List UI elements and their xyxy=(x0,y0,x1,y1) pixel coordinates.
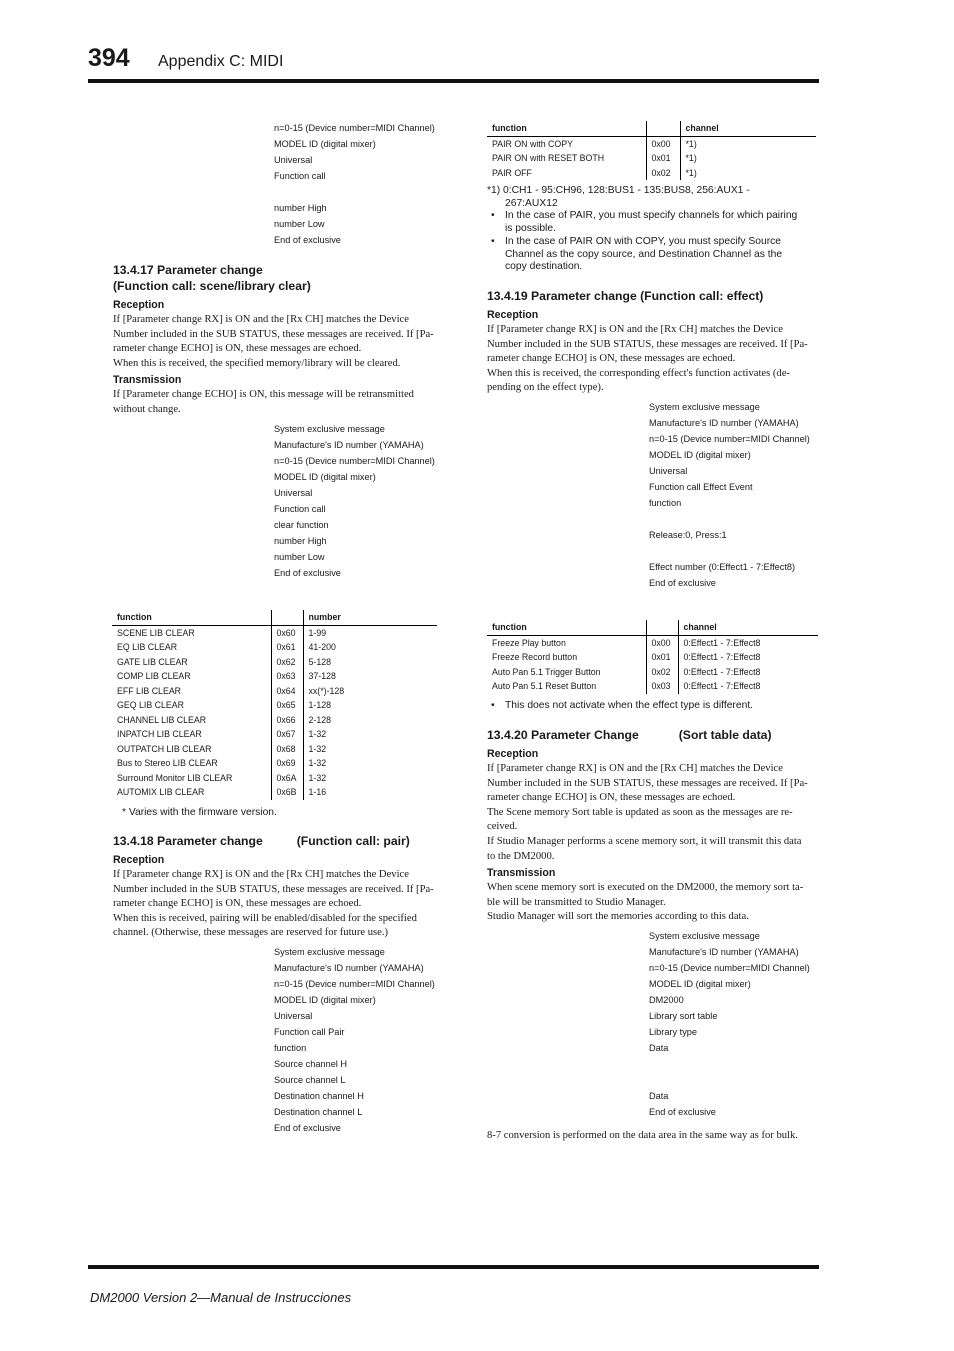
sysex-line xyxy=(649,543,810,559)
sysex-line: End of exclusive xyxy=(649,1107,716,1117)
text-line: If [Parameter change RX] is ON and the [Rx CH] matches the Device xyxy=(113,869,409,880)
table-row xyxy=(112,625,437,640)
table-cell: *1) xyxy=(685,138,697,149)
table-cell: SCENE LIB CLEAR xyxy=(112,625,271,640)
sysex-line: Manufacture's ID number (YAMAHA) xyxy=(274,440,424,450)
table-cell: 0x6B xyxy=(271,785,303,800)
table-row xyxy=(112,655,437,670)
table-header-cell: function xyxy=(487,121,646,136)
section-heading: 13.4.18 Parameter change xyxy=(113,834,263,848)
page-title: Appendix C: MIDI xyxy=(158,53,284,70)
table-cell: GATE LIB CLEAR xyxy=(112,655,271,670)
table-cell: 0x61 xyxy=(271,640,303,655)
reception-text xyxy=(113,868,448,941)
function-table-17 xyxy=(112,610,437,800)
bullet-item xyxy=(487,210,822,235)
sysex-line: MODEL ID (digital mixer) xyxy=(274,472,376,482)
table-row xyxy=(487,650,818,665)
sysex-line: Destination channel L xyxy=(274,1107,363,1117)
sysex-line: function xyxy=(274,1043,307,1053)
transmission-label: Transmission xyxy=(113,374,182,387)
text-line: Number included in the SUB STATUS, these messages are received. If [Pa- xyxy=(113,328,434,340)
sysex-list-20 xyxy=(649,928,810,1120)
sysex-line: Function call xyxy=(274,504,326,514)
table-cell: EQ LIB CLEAR xyxy=(112,640,271,655)
sysex-line: MODEL ID (digital mixer) xyxy=(649,979,751,989)
effect-function-table xyxy=(487,620,818,694)
section-13-4-20 xyxy=(487,727,822,925)
sysex-line: n=0-15 (Device number=MIDI Channel) xyxy=(649,434,810,444)
section-13-4-18 xyxy=(113,833,448,941)
sysex-line: Manufacture's ID number (YAMAHA) xyxy=(649,418,799,428)
sysex-line: System exclusive message xyxy=(274,424,385,434)
reception-label: Reception xyxy=(113,854,165,866)
table-header-cell xyxy=(271,610,303,625)
table-row xyxy=(112,727,437,742)
page-number: 394 xyxy=(88,44,130,72)
table-cell: 0x69 xyxy=(271,756,303,771)
text-line: If [Parameter change RX] is ON and the [Rx CH] matches the Device xyxy=(487,324,783,335)
section-heading: 13.4.20 Parameter Change xyxy=(487,728,639,742)
bullet-item xyxy=(487,236,822,274)
text-line: is possible. xyxy=(505,222,556,234)
sysex-line: Source channel H xyxy=(274,1059,348,1069)
text-line: If Studio Manager performs a scene memory sort, it will transmit this data xyxy=(487,835,802,847)
table-cell: 1-32 xyxy=(308,772,327,783)
text-line: channel. (Otherwise, these messages are reserved for future use.) xyxy=(113,927,389,939)
sysex-line: Library sort table xyxy=(649,1011,718,1021)
footer-rule xyxy=(88,1265,819,1269)
sysex-line: Manufacture's ID number (YAMAHA) xyxy=(649,947,799,957)
sysex-line: Destination channel H xyxy=(274,1091,364,1101)
table-cell: 1-32 xyxy=(308,743,327,754)
text-line: Number included in the SUB STATUS, these messages are received. If [Pa- xyxy=(113,883,434,895)
table-cell: PAIR ON with COPY xyxy=(487,136,646,151)
text-line: The Scene memory Sort table is updated as soon as the messages are re- xyxy=(487,806,793,818)
table-cell: 0:Effect1 - 7:Effect8 xyxy=(683,666,761,677)
sysex-line xyxy=(649,511,810,527)
table-cell: 1-32 xyxy=(308,758,327,768)
sysex-line: number Low xyxy=(274,219,325,229)
sysex-line: MODEL ID (digital mixer) xyxy=(274,139,376,149)
sysex-line: function xyxy=(649,498,682,508)
table-cell: OUTPATCH LIB CLEAR xyxy=(112,742,271,757)
table-row xyxy=(487,679,818,694)
sysex-line xyxy=(649,1056,810,1072)
table-cell: 0:Effect1 - 7:Effect8 xyxy=(683,652,761,662)
table-cell: 0x01 xyxy=(646,650,678,665)
sysex-line: End of exclusive xyxy=(274,1123,341,1133)
sysex-line: End of exclusive xyxy=(274,235,341,245)
table-cell: 0x60 xyxy=(271,625,303,640)
text-line: Channel as the copy source, and Destination Channel as the xyxy=(505,248,783,260)
sysex-line: Data xyxy=(649,1091,669,1101)
table-cell: GEQ LIB CLEAR xyxy=(112,698,271,713)
table-cell: 37-128 xyxy=(308,671,336,681)
sysex-line: System exclusive message xyxy=(649,402,760,412)
closing-note: 8-7 conversion is performed on the data area in the same way as for bulk. xyxy=(487,1130,798,1141)
header-rule xyxy=(88,79,819,83)
sysex-line: Library type xyxy=(649,1027,698,1037)
sysex-line: number High xyxy=(274,536,327,546)
text-line: rameter change ECHO] is ON, these messages are echoed. xyxy=(487,792,736,804)
text-line: When this is received, the specified memory/library will be cleared. xyxy=(113,357,401,369)
sysex-line: n=0-15 (Device number=MIDI Channel) xyxy=(274,456,435,466)
sysex-line: Universal xyxy=(649,466,688,476)
table-cell: 41-200 xyxy=(308,642,336,652)
sysex-line: clear function xyxy=(274,520,329,530)
table-cell: Auto Pan 5.1 Reset Button xyxy=(487,679,646,694)
sysex-list-17 xyxy=(274,421,435,581)
section-heading-sub: (Sort table data) xyxy=(678,728,772,742)
text-line: Studio Manager will sort the memories according to this data. xyxy=(487,911,749,923)
table-row xyxy=(112,756,437,771)
text-line: When this is received, pairing will be enabled/disabled for the specified xyxy=(113,912,417,924)
sysex-line: number Low xyxy=(274,552,325,562)
table-row xyxy=(112,669,437,684)
table-cell: Freeze Play button xyxy=(487,635,646,650)
sysex-line: Release:0, Press:1 xyxy=(649,530,727,540)
sysex-list-top xyxy=(274,120,435,248)
table-header-cell: function xyxy=(112,610,271,625)
sysex-list-18 xyxy=(274,944,435,1136)
table-cell: INPATCH LIB CLEAR xyxy=(112,727,271,742)
sysex-line: n=0-15 (Device number=MIDI Channel) xyxy=(274,979,435,989)
table-cell: 0x00 xyxy=(646,635,678,650)
effect-bullet xyxy=(487,700,822,714)
table-header-cell xyxy=(646,121,680,136)
table-cell: 0x65 xyxy=(271,698,303,713)
sysex-line: Source channel L xyxy=(274,1075,346,1085)
text-line: If [Parameter change RX] is ON and the [Rx CH] matches the Device xyxy=(487,763,783,774)
section-heading: 13.4.17 Parameter change xyxy=(113,263,263,277)
table-row xyxy=(487,151,816,166)
text-line: rameter change ECHO] is ON, these messages are echoed. xyxy=(113,343,362,355)
table-cell: 0:Effect1 - 7:Effect8 xyxy=(683,681,761,691)
table-cell: 2-128 xyxy=(308,714,331,725)
sysex-line: n=0-15 (Device number=MIDI Channel) xyxy=(274,123,435,133)
table-cell: 0x67 xyxy=(271,727,303,742)
section-heading-sub: (Function call: pair) xyxy=(296,834,410,848)
sysex-line xyxy=(649,1072,810,1088)
table-row xyxy=(112,785,437,800)
section-heading-sub: (Function call: scene/library clear) xyxy=(113,279,311,293)
table-cell: 1-32 xyxy=(308,729,327,739)
firmware-note: * Varies with the firmware version. xyxy=(122,807,277,818)
bullet-item: • This does not activate when the effect type is different. xyxy=(487,700,822,713)
table-cell: 0x63 xyxy=(271,669,303,684)
sysex-line: Function call xyxy=(274,171,326,181)
reception-label: Reception xyxy=(487,309,539,321)
sysex-line: Universal xyxy=(274,1011,313,1021)
table-cell: 0x66 xyxy=(271,713,303,728)
table-cell: 1-16 xyxy=(308,787,327,797)
table-cell: *1) xyxy=(685,153,697,163)
table-row xyxy=(112,684,437,699)
text-line: If [Parameter change RX] is ON and the [Rx CH] matches the Device xyxy=(113,314,409,325)
text-line: copy destination. xyxy=(505,261,583,272)
table-row xyxy=(112,713,437,728)
text-line: Number included in the SUB STATUS, these messages are received. If [Pa- xyxy=(487,338,808,350)
table-header-cell: channel xyxy=(680,121,816,136)
text-line: When scene memory sort is executed on the DM2000, the memory sort ta- xyxy=(487,882,804,894)
sysex-line: n=0-15 (Device number=MIDI Channel) xyxy=(649,963,810,973)
table-row xyxy=(112,771,437,786)
table-cell: 0x6A xyxy=(271,771,303,786)
table-row xyxy=(112,698,437,713)
table-row xyxy=(112,742,437,757)
table-cell: 0x02 xyxy=(646,665,678,680)
table-header-cell: channel xyxy=(678,620,818,635)
footnote-line: 267:AUX12 xyxy=(505,198,558,209)
text-line: ble will be transmitted to Studio Manager. xyxy=(487,896,666,908)
sysex-line xyxy=(274,184,435,200)
sysex-line: Universal xyxy=(274,155,313,165)
table-cell: PAIR ON with RESET BOTH xyxy=(487,151,646,166)
text-line: ceived. xyxy=(487,821,518,833)
table-cell: 0x03 xyxy=(646,679,678,694)
sysex-line: MODEL ID (digital mixer) xyxy=(274,995,376,1005)
table-cell: PAIR OFF xyxy=(487,166,646,181)
table-cell: xx(*)-128 xyxy=(308,685,345,696)
reception-label: Reception xyxy=(487,748,539,760)
sysex-line: End of exclusive xyxy=(274,568,341,578)
section-heading: 13.4.19 Parameter change (Function call: effect) xyxy=(487,289,764,303)
sysex-list-19 xyxy=(649,399,810,591)
text-line: rameter change ECHO] is ON, these messages are echoed. xyxy=(487,353,736,365)
transmission-text xyxy=(113,388,448,417)
sysex-line: End of exclusive xyxy=(649,578,716,588)
text-line: • In the case of PAIR, you must specify channels for which pairing xyxy=(505,210,798,221)
footnote-line: *1) 0:CH1 - 95:CH96, 128:BUS1 - 135:BUS8, 256:AUX1 - xyxy=(487,185,750,196)
text-line: If [Parameter change ECHO] is ON, this message will be retransmitted xyxy=(113,389,414,401)
sysex-line: Data xyxy=(649,1043,669,1053)
text-line: rameter change ECHO] is ON, these messages are echoed. xyxy=(113,898,362,910)
table-header-cell: function xyxy=(487,620,646,635)
table-cell: 1-99 xyxy=(308,627,327,638)
table-cell: EFF LIB CLEAR xyxy=(112,684,271,699)
table-cell: Freeze Record button xyxy=(487,650,646,665)
table-cell: CHANNEL LIB CLEAR xyxy=(112,713,271,728)
pair-bullets xyxy=(487,210,822,275)
reception-text xyxy=(487,762,822,864)
section-13-4-19 xyxy=(487,288,822,396)
table-cell: *1) xyxy=(685,167,697,178)
table-header-cell: number xyxy=(303,610,437,625)
section-13-4-17 xyxy=(113,262,448,418)
table-cell: Surround Monitor LIB CLEAR xyxy=(112,771,271,786)
table-row xyxy=(487,166,816,181)
text-line: to the DM2000. xyxy=(487,850,555,862)
text-line: • In the case of PAIR ON with COPY, you must specify Source xyxy=(505,236,782,247)
table-cell: Bus to Stereo LIB CLEAR xyxy=(112,756,271,771)
table-cell: 5-128 xyxy=(308,656,331,667)
table-header-cell xyxy=(646,620,678,635)
table-cell: 1-128 xyxy=(308,700,331,710)
sysex-line: Manufacture's ID number (YAMAHA) xyxy=(274,963,424,973)
sysex-line: DM2000 xyxy=(649,995,684,1005)
footer-text: DM2000 Version 2—Manual de Instrucciones xyxy=(90,1290,352,1305)
reception-label: Reception xyxy=(113,299,165,311)
sysex-line: number High xyxy=(274,203,327,213)
sysex-line: Function call Pair xyxy=(274,1027,345,1037)
table-cell: Auto Pan 5.1 Trigger Button xyxy=(487,665,646,680)
pair-footnote xyxy=(487,184,750,210)
transmission-text xyxy=(487,881,822,925)
table-cell: 0x64 xyxy=(271,684,303,699)
table-row xyxy=(487,635,818,650)
table-cell: 0x02 xyxy=(646,166,680,181)
text-line: pending on the effect type). xyxy=(487,382,604,394)
table-row xyxy=(112,640,437,655)
table-cell: 0:Effect1 - 7:Effect8 xyxy=(683,637,761,648)
sysex-line: System exclusive message xyxy=(274,947,385,957)
sysex-line: Effect number (0:Effect1 - 7:Effect8) xyxy=(649,562,796,572)
sysex-line: MODEL ID (digital mixer) xyxy=(649,450,751,460)
table-cell: 0x01 xyxy=(646,151,680,166)
table-row xyxy=(487,136,816,151)
table-cell: 0x62 xyxy=(271,655,303,670)
sysex-line: Function call Effect Event xyxy=(649,482,753,492)
table-row xyxy=(487,665,818,680)
text-line: without change. xyxy=(113,403,181,415)
sysex-line: Universal xyxy=(274,488,313,498)
reception-text xyxy=(113,313,448,371)
transmission-label: Transmission xyxy=(487,867,556,880)
sysex-line: System exclusive message xyxy=(649,931,760,941)
table-cell: AUTOMIX LIB CLEAR xyxy=(112,785,271,800)
text-line: Number included in the SUB STATUS, these messages are received. If [Pa- xyxy=(487,777,808,789)
table-cell: 0x00 xyxy=(646,136,680,151)
table-cell: COMP LIB CLEAR xyxy=(112,669,271,684)
reception-text xyxy=(487,323,822,396)
table-cell: 0x68 xyxy=(271,742,303,757)
pair-function-table xyxy=(487,121,816,180)
text-line: When this is received, the corresponding effect's function activates (de- xyxy=(487,367,790,379)
